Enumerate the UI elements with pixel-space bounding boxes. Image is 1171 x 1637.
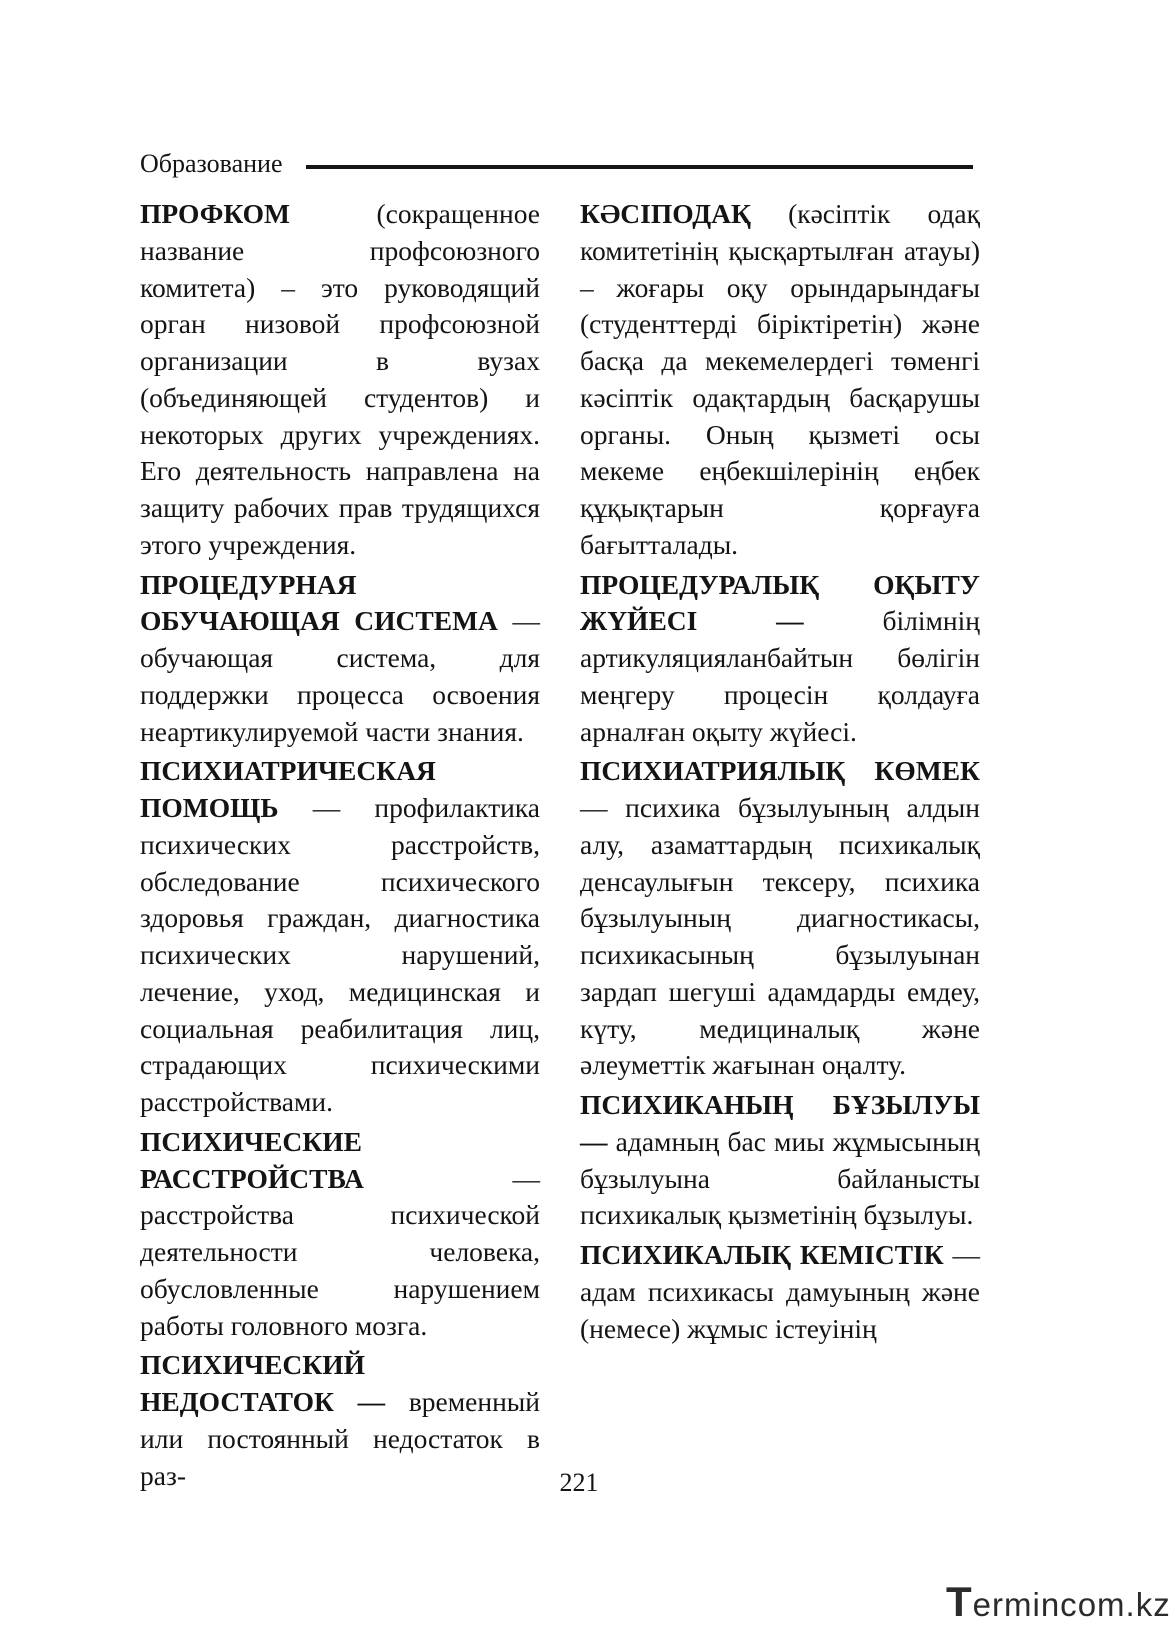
dictionary-entry bbox=[140, 753, 540, 1121]
entry-term: ПСИХИКАНЫҢ БҰЗЫЛУЫ — bbox=[580, 1089, 980, 1157]
page-number: 221 bbox=[559, 1468, 599, 1497]
running-header bbox=[140, 144, 973, 184]
dictionary-entry bbox=[580, 1237, 980, 1347]
entry-definition: — расстройства психической деятельности человека, обусловленные нарушением работы головного мозга. bbox=[140, 1162, 540, 1341]
dictionary-entry bbox=[140, 567, 540, 751]
column-russian bbox=[140, 196, 540, 1494]
column-kazakh bbox=[580, 196, 980, 1347]
entry-definition: временный или постоянный недостаток в раз- bbox=[140, 1386, 540, 1491]
entry-definition: (кәсіптік одақ комитетінің қысқартылған атауы) – жоғары оқу орындарындағы (студенттерді біріктіретін) және басқа да мекемелердегі төменгі кәсіптік одақтардың басқарушы органы. Оның қызметі осы мекеме еңбекшілерінің еңбек құқықтарын қорғауға бағытталады. bbox=[580, 198, 980, 560]
dictionary-entry bbox=[580, 753, 980, 1084]
site-watermark: Termincom.kz bbox=[946, 1578, 1171, 1625]
entry-term: ПРОФКОМ bbox=[140, 198, 290, 229]
dictionary-entry bbox=[580, 1087, 980, 1234]
entry-definition: — психика бұзылуының алдын алу, азаматтардың психикалық денсаулығын тексеру, психика бұзылуының диагностикасы, психикасының бұзылуынан зардап шегуші адамдарды емдеу, күту, медициналық және әлеуметтік жағынан оңалту. bbox=[580, 792, 980, 1081]
entry-term: ПСИХИЧЕСКИЙ НЕДОСТАТОК — bbox=[140, 1349, 386, 1417]
entry-term: ПРОЦЕДУРАЛЫҚ ОҚЫТУ ЖҮЙЕСІ — bbox=[580, 568, 980, 637]
dictionary-entry bbox=[140, 1124, 540, 1345]
header-rule bbox=[306, 165, 973, 169]
entry-definition: — адам психикасы дамуының және (немесе) жұмыс істеуінің bbox=[580, 1239, 980, 1344]
entry-term: ПРОЦЕДУРНАЯ ОБУЧАЮЩАЯ СИСТЕМА bbox=[140, 568, 498, 637]
entry-term: ПСИХИКАЛЫҚ КЕМІСТІК bbox=[580, 1239, 944, 1270]
entry-term: КӘСІПОДАҚ bbox=[580, 198, 751, 229]
entry-term: ПСИХИЧЕСКИЕ РАССТРОЙСТВА bbox=[140, 1125, 364, 1194]
entry-definition: — обучающая система, для поддержки процесса освоения неартикулируемой части знания. bbox=[140, 605, 540, 747]
entry-definition: білімнің артикуляцияланбайтын бөлігін меңгеру процесін қолдауға арналған оқыту жүйесі. bbox=[580, 605, 980, 747]
entry-definition: (сокращенное название профсоюзного комитета) – это руководящий орган низовой профсоюзной организации в вузах (объединяющей студентов) и некоторых других учреждениях. Его деятельность направлена на защиту рабочих прав трудящихся этого учреждения. bbox=[140, 198, 540, 560]
dictionary-entry bbox=[140, 196, 540, 564]
entry-definition: — профилактика психических расстройств, обследование психического здоровья граждан, диагностика психических нарушений, лечение, уход, медицинская и социальная реабилитация лиц, страдающих психическими расстройствами. bbox=[140, 792, 540, 1117]
dictionary-entry bbox=[580, 567, 980, 751]
dictionary-entry bbox=[580, 196, 980, 564]
entry-term: ПСИХИАТРИЧЕСКАЯ ПОМОЩЬ bbox=[140, 755, 436, 823]
section-title: Образование bbox=[140, 149, 283, 178]
entry-definition: адамның бас миы жұмысының бұзылуына байланысты психикалық қызметінің бұзылуы. bbox=[580, 1125, 980, 1231]
entry-term: ПСИХИАТРИЯЛЫҚ КӨМЕК bbox=[580, 755, 980, 787]
